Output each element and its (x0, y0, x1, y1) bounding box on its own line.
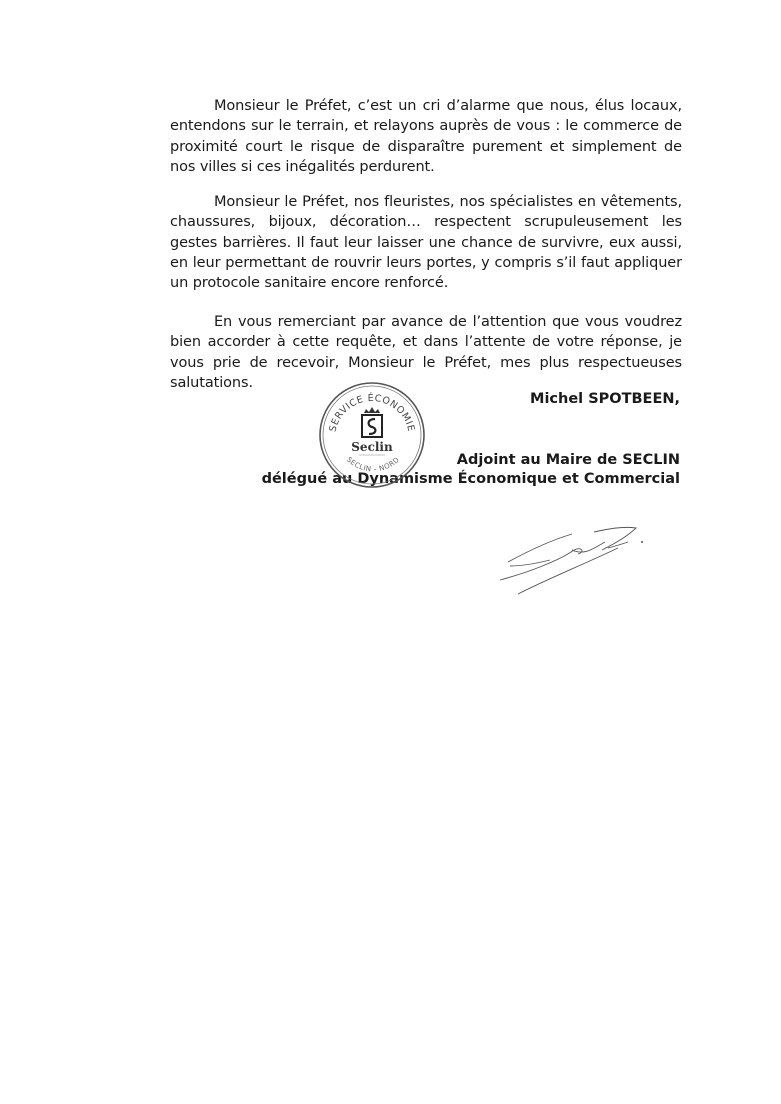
svg-text:Seclin: Seclin (351, 440, 393, 454)
signatory-name: Michel SPOTBEEN, (530, 391, 680, 407)
paragraph-shops: Monsieur le Préfet, nos fleuristes, nos spécialistes en vêtements, chaussures, bijoux, décoration… respectent scrupuleusement les gestes barrières. Il faut leur laisser une chance de survivre, eux aussi, en leur permettant de rouvrir leurs portes, y compris s’il faut appliquer un protocole sanitaire encore renforcé. (170, 194, 682, 292)
svg-text:SERVICE ÉCONOMIE: SERVICE ÉCONOMIE (327, 392, 417, 433)
signatory-title-line1: Adjoint au Maire de SECLIN (456, 452, 680, 468)
paragraph-closing: En vous remerciant par avance de l’attention que vous voudrez bien accorder à cette requête, et dans l’attente de votre réponse, je vous prie de recevoir, Monsieur le Préfet, mes plus respectueuses salutations. (170, 314, 682, 391)
handwritten-signature (490, 520, 660, 600)
signatory-title-line2: délégué au Dynamisme Économique et Commercial (261, 471, 680, 487)
paragraph-alarm: Monsieur le Préfet, c’est un cri d’alarme que nous, élus locaux, entendons sur le terrain, et relayons auprès de vous : le commerce de proximité court le risque de disparaître purement et simplement de nos villes si ces inégalités perdurent. (170, 98, 682, 175)
seclin-stamp-seal (317, 380, 427, 490)
svg-text:SECLIN - NORD: SECLIN - NORD (344, 455, 402, 474)
